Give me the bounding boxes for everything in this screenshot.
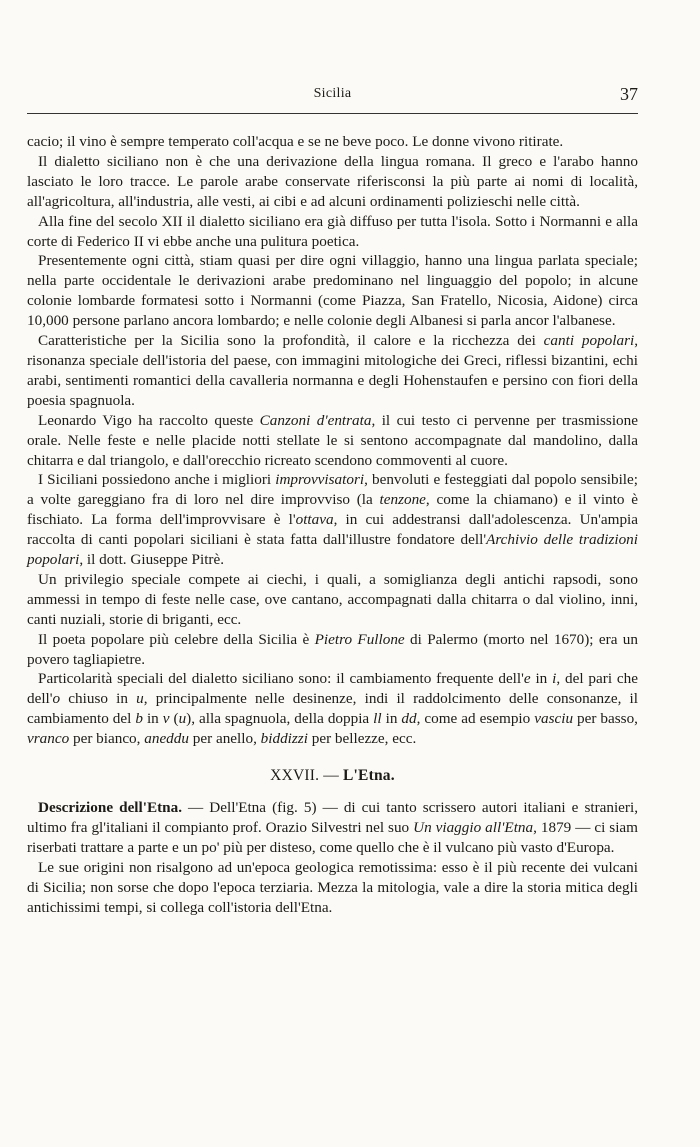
italic-run: u [136, 690, 144, 708]
text-run: in [530, 670, 553, 688]
text-run: cacio; il vino è sempre temperato coll'acqua e se ne beve poco. Le donne vivono ritirate. [27, 133, 564, 150]
italic-run: b [135, 710, 143, 728]
running-title: Sicilia [313, 86, 352, 101]
header-rule [27, 113, 638, 114]
italic-run: v [162, 710, 170, 728]
paragraph [27, 858, 638, 918]
italic-run: ottava [295, 511, 334, 529]
body-text [27, 132, 638, 917]
text-run: — Dell'Etna (fig. 5) — di cui tanto scrissero autori italiani e stranieri, ultimo fra gl'italiani il compianto prof. Orazio Silvestri nel suo [27, 799, 638, 836]
paragraph [27, 470, 638, 570]
paragraph [27, 570, 638, 630]
text-run: Un privilegio speciale compete ai ciechi, i quali, a somiglianza degli antichi rapsodi, sono ammessi in tempo di feste nelle case, ove cantano, accompagnati dalla chitarra o dal violino, inni, canti nuziali, storie di briganti, ecc. [27, 570, 638, 628]
italic-run: Un viaggio all'Etna [413, 818, 534, 836]
italic-run: canti popolari [543, 332, 635, 350]
text-run: Particolarità speciali del dialetto siciliano sono: il cambiamento frequente dell' [38, 670, 524, 688]
text-run: ( [169, 710, 179, 728]
text-run: I Siciliani possiedono anche i migliori [38, 471, 276, 489]
text-run: Le sue origini non risalgono ad un'epoca geologica remotissima: esso è il più recente dei vulcani di Sicilia; non sorse che dopo l'epoca terziaria. Mezza la mitologia, vale a dire la storia mitica degli antichissimi tempi, si collega coll'istoria dell'Etna. [27, 858, 638, 916]
text-run: ), alla spagnuola, della doppia [186, 710, 374, 728]
text-run: per basso, [573, 710, 638, 728]
page-header [27, 86, 638, 110]
text-run: , del pari che dell' [27, 670, 638, 708]
text-run: Il dialetto siciliano non è che una derivazione della lingua romana. Il greco e l'arabo hanno lasciato le loro tracce. Le parole arabe conservate riferisconsi la più parte ai nomi di località, all'agricoltura, all'industria, alle vesti, ai cibi e ad alcuni ordinamenti polizieschi nelle città. [27, 152, 638, 210]
text-run: di Palermo (morto nel 1670); era un povero tagliapietre. [27, 630, 638, 668]
paragraph [27, 630, 638, 670]
text-run: Leonardo Vigo ha raccolto queste [38, 411, 260, 429]
page-number: 37 [620, 84, 638, 104]
text-run: in [142, 710, 163, 728]
paragraph-group [27, 798, 638, 917]
paragraph [27, 152, 638, 212]
paragraph [27, 132, 638, 152]
italic-run: biddizzi [260, 730, 308, 748]
italic-run: vasciu [534, 710, 574, 728]
text-run: per bianco, [69, 730, 145, 748]
italic-run: e [523, 670, 531, 688]
text-run: per bellezze, ecc. [307, 730, 417, 748]
text-run: , il cui testo ci pervenne per trasmissione orale. Nelle feste e nelle placide notti stellate le si sentono accompagnate dal mandolino, dalla chitarra e dal triangolo, e dall'orecchio ricreato scendono commoventi al cuore. [27, 411, 638, 469]
section-title: L'Etna. [343, 767, 395, 785]
text-run: chiuso in [60, 690, 137, 708]
paragraph [27, 212, 638, 252]
paragraph [27, 669, 638, 749]
text-run: , in cui addestransi dall'adolescenza. Un'ampia raccolta di canti popolari siciliani è stata fatta dall'illustre fondatore dell' [27, 511, 638, 549]
text-run: , 1879 — ci siam riserbati trattare a parte e un po' più per disteso, come quello che è il vulcano più vasto d'Europa. [27, 818, 638, 856]
text-run: , come la chiamano) e il vinto è fischiato. La forma dell'improvvisare è l' [27, 491, 638, 529]
text-run: Il poeta popolare più celebre della Sicilia è [38, 630, 315, 648]
italic-run: vranco [27, 730, 70, 748]
italic-run: Canzoni d'entrata [259, 411, 372, 429]
paragraph [27, 411, 638, 471]
italic-run: Archivio delle tradizioni popolari [27, 531, 638, 569]
text-run: , risonanza speciale dell'istoria del paese, con immagini mitologiche dei Greci, riflessi bizantini, echi arabi, sentimenti romantici della cavalleria normanna e degli Hohenstaufen e persino con fiori della poesia spagnuola. [27, 332, 639, 409]
italic-run: ll [373, 710, 382, 728]
italic-run: i [552, 670, 557, 688]
italic-run: improvvisatori [275, 471, 365, 489]
italic-run: dd [401, 710, 417, 728]
text-run: Caratteristiche per la Sicilia sono la profondità, il calore e la ricchezza dei [38, 332, 544, 350]
bold-run: Descrizione dell'Etna. [38, 799, 182, 816]
text-run: , principalmente nelle desinenze, indi il raddolcimento delle consonanze, il cambiamento del [27, 690, 638, 728]
section-number: XXVII. — [270, 767, 339, 785]
paragraph [27, 331, 638, 411]
italic-run: Pietro Fullone [314, 630, 405, 648]
italic-run: u [178, 710, 187, 728]
italic-run: o [52, 690, 61, 708]
section-heading [27, 766, 638, 786]
text-run: , il dott. Giuseppe Pitrè. [79, 551, 225, 569]
text-run: per anello, [188, 730, 261, 748]
text-run: Presentemente ogni città, stiam quasi per dire ogni villaggio, hanno una lingua parlata speciale; nella parte occidentale le derivazioni arabe predominano nel linguaggio del popolo; in alcune colonie lombarde formatesi sotto i Normanni (come Piazza, San Fratello, Nicosia, Aidone) circa 10,000 persone parlano ancora lombardo; e nelle colonie degli Albanesi si parla ancor l'albanese. [27, 252, 638, 330]
paragraph [27, 251, 638, 331]
text-run: in [381, 710, 402, 728]
text-run: Alla fine del secolo XII il dialetto siciliano era già diffuso per tutta l'isola. Sotto i Normanni e alla corte di Federico II vi ebbe anche una pulitura poetica. [27, 212, 638, 250]
text-run: , come ad esempio [416, 710, 535, 728]
italic-run: tenzone [379, 491, 426, 509]
text-run: , benvoluti e festeggiati dal popolo sensibile; a volte gareggiano fra di loro nel dire improvviso (la [27, 471, 638, 509]
paragraph [27, 798, 638, 858]
italic-run: aneddu [144, 730, 189, 748]
paragraph-group [27, 132, 638, 749]
